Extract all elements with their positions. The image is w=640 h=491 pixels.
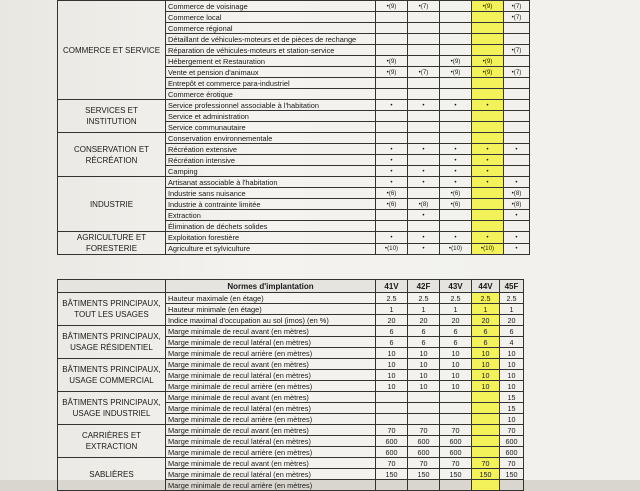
value-cell (472, 414, 500, 425)
category-cell: BÂTIMENTS PRINCIPAUX, USAGE COMMERCIAL (58, 359, 166, 392)
value-cell: 10 (472, 370, 500, 381)
value-cell (376, 392, 408, 403)
value-cell: • (504, 243, 530, 255)
value-cell: 600 (408, 447, 440, 458)
row-label: Commerce de voisinage (166, 1, 376, 12)
usage-table (57, 0, 530, 255)
value-cell: 10 (500, 381, 524, 392)
value-cell: 150 (472, 469, 500, 480)
value-cell: 600 (376, 447, 408, 458)
value-cell (376, 221, 408, 232)
row-label: Service et administration (166, 111, 376, 122)
value-cell: •(8) (504, 188, 530, 199)
value-cell: 10 (376, 359, 408, 370)
category-cell: CONSERVATION ET RÉCRÉATION (58, 133, 166, 177)
value-cell: 10 (500, 370, 524, 381)
row-label: Marge minimale de recul arrière (en mètres) (166, 447, 376, 458)
table-row (58, 232, 530, 244)
value-cell: •(7) (408, 1, 440, 12)
value-cell: • (408, 144, 440, 155)
value-cell: • (376, 177, 408, 188)
value-cell: • (376, 166, 408, 177)
value-cell: • (408, 243, 440, 255)
value-cell (376, 122, 408, 133)
value-cell: •(10) (472, 243, 504, 255)
row-label: Élimination de déchets solides (166, 221, 376, 232)
row-label: Hébergement et Restauration (166, 56, 376, 67)
value-cell (504, 166, 530, 177)
row-label: Réparation de véhicules-moteurs et station-service (166, 45, 376, 56)
value-cell: •(8) (408, 199, 440, 210)
value-cell (472, 447, 500, 458)
value-cell (440, 89, 472, 100)
category-cell: BÂTIMENTS PRINCIPAUX, TOUT LES USAGES (58, 293, 166, 326)
row-label: Conservation environnementale (166, 133, 376, 144)
value-cell: 70 (408, 458, 440, 469)
value-cell (376, 23, 408, 34)
row-label: Marge minimale de recul latéral (en mètres) (166, 403, 376, 414)
value-cell (440, 12, 472, 23)
value-cell (408, 78, 440, 89)
value-cell (376, 89, 408, 100)
column-header: 43V (440, 280, 472, 293)
value-cell: 2.5 (440, 293, 472, 304)
value-cell (504, 122, 530, 133)
value-cell: • (408, 166, 440, 177)
table-row (58, 293, 524, 304)
row-label: Service professionnel associable à l'habitation (166, 100, 376, 111)
value-cell (408, 12, 440, 23)
value-cell: 20 (376, 315, 408, 326)
value-cell (408, 122, 440, 133)
value-cell: •(10) (376, 243, 408, 255)
value-cell: 10 (376, 381, 408, 392)
value-cell (408, 221, 440, 232)
value-cell: 600 (500, 447, 524, 458)
value-cell: 10 (440, 348, 472, 359)
value-cell: •(7) (408, 67, 440, 78)
value-cell (472, 111, 504, 122)
row-label: Commerce local (166, 12, 376, 23)
row-label: Industrie sans nuisance (166, 188, 376, 199)
value-cell: 150 (500, 469, 524, 480)
value-cell (376, 45, 408, 56)
category-cell: AGRICULTURE ET FORESTERIE (58, 232, 166, 255)
value-cell (408, 392, 440, 403)
value-cell (472, 221, 504, 232)
value-cell: 2.5 (500, 293, 524, 304)
value-cell: 70 (472, 458, 500, 469)
value-cell: 4 (500, 337, 524, 348)
category-cell: CARRIÈRES ET EXTRACTION (58, 425, 166, 458)
table-row (58, 326, 524, 337)
value-cell (408, 45, 440, 56)
value-cell: 6 (408, 337, 440, 348)
row-label: Extraction (166, 210, 376, 221)
value-cell: •(6) (376, 199, 408, 210)
header-title: Normes d'implantation (166, 280, 376, 293)
value-cell (408, 155, 440, 166)
value-cell: • (472, 155, 504, 166)
value-cell: • (440, 232, 472, 244)
value-cell: 10 (408, 359, 440, 370)
value-cell (376, 111, 408, 122)
value-cell: • (440, 100, 472, 111)
value-cell (376, 414, 408, 425)
value-cell (500, 480, 524, 491)
value-cell (504, 221, 530, 232)
category-cell: BÂTIMENTS PRINCIPAUX, USAGE RÉSIDENTIEL (58, 326, 166, 359)
row-label: Service communautaire (166, 122, 376, 133)
value-cell (408, 111, 440, 122)
value-cell: • (376, 100, 408, 111)
value-cell (440, 34, 472, 45)
value-cell: 70 (440, 425, 472, 436)
value-cell: 10 (500, 414, 524, 425)
row-label: Hauteur maximale (en étage) (166, 293, 376, 304)
value-cell: 10 (440, 359, 472, 370)
row-label: Marge minimale de recul latéral (en mètres) (166, 469, 376, 480)
column-header: 44V (472, 280, 500, 293)
value-cell: 15 (500, 403, 524, 414)
value-cell: 10 (500, 348, 524, 359)
value-cell (504, 133, 530, 144)
value-cell: 6 (376, 326, 408, 337)
value-cell (440, 133, 472, 144)
value-cell (472, 12, 504, 23)
value-cell: 70 (376, 425, 408, 436)
value-cell: • (408, 177, 440, 188)
value-cell: 150 (408, 469, 440, 480)
value-cell: 20 (440, 315, 472, 326)
value-cell (440, 111, 472, 122)
value-cell (376, 12, 408, 23)
value-cell: 10 (376, 370, 408, 381)
row-label: Commerce régional (166, 23, 376, 34)
value-cell: • (408, 100, 440, 111)
value-cell (408, 414, 440, 425)
value-cell: • (472, 100, 504, 111)
value-cell (472, 78, 504, 89)
category-cell: COMMERCE ET SERVICE (58, 1, 166, 100)
value-cell (472, 45, 504, 56)
value-cell: 10 (376, 348, 408, 359)
value-cell: 70 (500, 425, 524, 436)
value-cell: • (376, 155, 408, 166)
value-cell: 2.5 (472, 293, 500, 304)
value-cell: • (504, 177, 530, 188)
value-cell: •(9) (472, 1, 504, 12)
table-row (58, 1, 530, 12)
value-cell: 20 (500, 315, 524, 326)
category-cell: SERVICES ET INSTITUTION (58, 100, 166, 133)
category-cell: BÂTIMENTS PRINCIPAUX, USAGE INDUSTRIEL (58, 392, 166, 425)
value-cell (472, 403, 500, 414)
value-cell (440, 221, 472, 232)
value-cell (440, 210, 472, 221)
value-cell: • (504, 144, 530, 155)
value-cell: • (472, 166, 504, 177)
value-cell: •(9) (472, 56, 504, 67)
value-cell: 70 (408, 425, 440, 436)
table-header-row (58, 280, 524, 293)
value-cell: 1 (376, 304, 408, 315)
value-cell (472, 480, 500, 491)
value-cell (472, 122, 504, 133)
value-cell: •(9) (472, 67, 504, 78)
value-cell (408, 34, 440, 45)
value-cell (504, 56, 530, 67)
value-cell (472, 199, 504, 210)
value-cell (376, 210, 408, 221)
value-cell (472, 34, 504, 45)
value-cell (504, 111, 530, 122)
value-cell: 6 (440, 326, 472, 337)
value-cell: 10 (440, 381, 472, 392)
row-label: Entrepôt et commerce para-industriel (166, 78, 376, 89)
value-cell: 20 (472, 315, 500, 326)
value-cell: • (376, 232, 408, 244)
value-cell (504, 34, 530, 45)
row-label: Marge minimale de recul avant (en mètres) (166, 359, 376, 370)
column-header: 42F (408, 280, 440, 293)
value-cell (408, 480, 440, 491)
value-cell (440, 392, 472, 403)
normes-implantation-table (57, 279, 524, 491)
value-cell: 1 (440, 304, 472, 315)
value-cell: 600 (408, 436, 440, 447)
value-cell: 10 (440, 370, 472, 381)
row-label: Marge minimale de recul latéral (en mètres) (166, 337, 376, 348)
value-cell (504, 23, 530, 34)
value-cell: 10 (408, 348, 440, 359)
row-label: Marge minimale de recul latéral (en mètres) (166, 436, 376, 447)
value-cell (472, 210, 504, 221)
value-cell (472, 425, 500, 436)
value-cell: •(9) (440, 67, 472, 78)
value-cell: 10 (472, 348, 500, 359)
value-cell: • (504, 232, 530, 244)
row-label: Récréation extensive (166, 144, 376, 155)
value-cell (472, 89, 504, 100)
value-cell: • (472, 232, 504, 244)
value-cell: 600 (440, 436, 472, 447)
row-label: Hauteur minimale (en étage) (166, 304, 376, 315)
category-cell: INDUSTRIE (58, 177, 166, 232)
value-cell (376, 133, 408, 144)
value-cell: • (472, 177, 504, 188)
value-cell (408, 89, 440, 100)
table-row (58, 359, 524, 370)
row-label: Marge minimale de recul avant (en mètres) (166, 392, 376, 403)
row-label: Marge minimale de recul arrière (en mètres) (166, 414, 376, 425)
value-cell (440, 1, 472, 12)
header-blank (58, 280, 166, 293)
value-cell: •(6) (376, 188, 408, 199)
row-label: Agriculture et sylviculture (166, 243, 376, 255)
row-label: Marge minimale de recul arrière (en mètres) (166, 480, 376, 491)
value-cell: 20 (408, 315, 440, 326)
table-row (58, 392, 524, 403)
column-header: 45F (500, 280, 524, 293)
value-cell (504, 78, 530, 89)
value-cell: 150 (376, 469, 408, 480)
column-header: 41V (376, 280, 408, 293)
value-cell (472, 23, 504, 34)
value-cell (440, 122, 472, 133)
value-cell (440, 78, 472, 89)
value-cell: • (408, 210, 440, 221)
row-label: Exploitation forestière (166, 232, 376, 244)
row-label: Artisanat associable à l'habitation (166, 177, 376, 188)
value-cell: 15 (500, 392, 524, 403)
value-cell (408, 23, 440, 34)
row-label: Détaillant de véhicules-moteurs et de pièces de rechange (166, 34, 376, 45)
value-cell (504, 89, 530, 100)
value-cell (472, 436, 500, 447)
value-cell (440, 23, 472, 34)
value-cell (472, 392, 500, 403)
value-cell: 6 (472, 326, 500, 337)
value-cell (472, 133, 504, 144)
table-row (58, 177, 530, 188)
value-cell (504, 100, 530, 111)
value-cell (440, 414, 472, 425)
value-cell: 600 (440, 447, 472, 458)
value-cell (504, 155, 530, 166)
value-cell (376, 34, 408, 45)
table-row (58, 100, 530, 111)
value-cell: •(9) (376, 56, 408, 67)
value-cell: •(10) (440, 243, 472, 255)
value-cell: •(8) (504, 199, 530, 210)
value-cell: • (440, 177, 472, 188)
value-cell: 70 (376, 458, 408, 469)
row-label: Récréation intensive (166, 155, 376, 166)
value-cell: 70 (500, 458, 524, 469)
value-cell: 1 (408, 304, 440, 315)
row-label: Vente et pension d'animaux (166, 67, 376, 78)
table-row (58, 458, 524, 469)
row-label: Marge minimale de recul latéral (en mètres) (166, 370, 376, 381)
value-cell: •(6) (440, 199, 472, 210)
row-label: Marge minimale de recul arrière (en mètres) (166, 381, 376, 392)
value-cell (376, 78, 408, 89)
value-cell: 10 (472, 381, 500, 392)
value-cell: 10 (408, 381, 440, 392)
value-cell (440, 45, 472, 56)
row-label: Marge minimale de recul avant (en mètres) (166, 458, 376, 469)
row-label: Industrie à contrainte limitée (166, 199, 376, 210)
value-cell: •(9) (440, 56, 472, 67)
value-cell (376, 403, 408, 414)
value-cell: • (408, 232, 440, 244)
value-cell: •(7) (504, 12, 530, 23)
value-cell: 600 (376, 436, 408, 447)
value-cell: 2.5 (408, 293, 440, 304)
value-cell (408, 188, 440, 199)
value-cell: • (376, 144, 408, 155)
row-label: Marge minimale de recul arrière (en mètres) (166, 348, 376, 359)
value-cell: •(9) (376, 67, 408, 78)
value-cell: •(7) (504, 67, 530, 78)
value-cell: 6 (500, 326, 524, 337)
value-cell (376, 480, 408, 491)
category-cell: SABLIÈRES (58, 458, 166, 491)
row-label: Commerce érotique (166, 89, 376, 100)
value-cell: 10 (500, 359, 524, 370)
value-cell: 10 (408, 370, 440, 381)
row-label: Camping (166, 166, 376, 177)
value-cell: • (504, 210, 530, 221)
value-cell: 6 (472, 337, 500, 348)
table-row (58, 425, 524, 436)
value-cell: • (440, 155, 472, 166)
value-cell (472, 188, 504, 199)
value-cell: 1 (500, 304, 524, 315)
value-cell: •(6) (440, 188, 472, 199)
value-cell (440, 403, 472, 414)
value-cell (408, 133, 440, 144)
row-label: Indice maximal d'occupation au sol (imos) (en %) (166, 315, 376, 326)
table-row (58, 133, 530, 144)
value-cell: 6 (408, 326, 440, 337)
value-cell: •(7) (504, 1, 530, 12)
value-cell (440, 480, 472, 491)
value-cell: 2.5 (376, 293, 408, 304)
value-cell (408, 403, 440, 414)
value-cell: 600 (500, 436, 524, 447)
value-cell: 70 (440, 458, 472, 469)
row-label: Marge minimale de recul avant (en mètres) (166, 425, 376, 436)
value-cell (408, 56, 440, 67)
value-cell: •(7) (504, 45, 530, 56)
value-cell: • (440, 166, 472, 177)
value-cell: • (440, 144, 472, 155)
value-cell: • (472, 144, 504, 155)
value-cell: 6 (440, 337, 472, 348)
value-cell: 10 (472, 359, 500, 370)
value-cell: •(9) (376, 1, 408, 12)
value-cell: 6 (376, 337, 408, 348)
row-label: Marge minimale de recul avant (en mètres) (166, 326, 376, 337)
value-cell: 150 (440, 469, 472, 480)
value-cell: 1 (472, 304, 500, 315)
